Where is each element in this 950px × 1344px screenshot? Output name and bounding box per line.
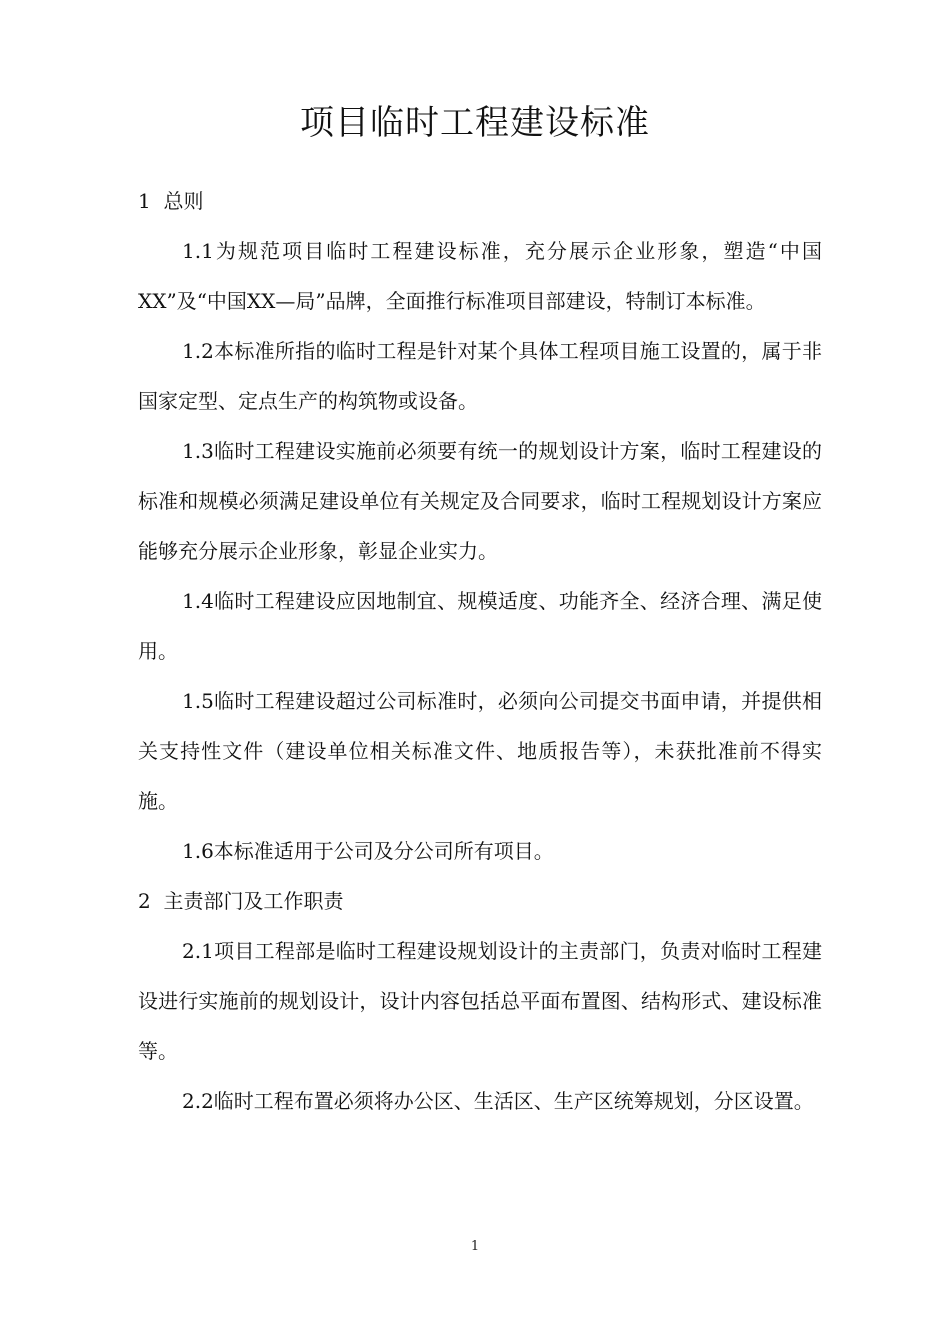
section-responsibilities <box>138 876 822 1126</box>
document-title: 项目临时工程建设标准 <box>300 103 650 143</box>
paragraph-1-4: 1.4临时工程建设应因地制宜、规模适度、功能齐全、经济合理、满足使用。 <box>138 589 822 663</box>
section-general <box>138 176 822 876</box>
paragraph-1-2: 1.2本标准所指的临时工程是针对某个具体工程项目施工设置的，属于非国家定型、定点生产的构筑物或设备。 <box>138 339 822 413</box>
paragraph-1-5: 1.5临时工程建设超过公司标准时，必须向公司提交书面申请，并提供相关支持性文件（建设单位相关标准文件、地质报告等），未获批准前不得实施。 <box>138 689 822 813</box>
paragraph-2-2: 2.2临时工程布置必须将办公区、生活区、生产区统筹规划，分区设置。 <box>182 1089 814 1113</box>
page-number: 1 <box>470 1239 480 1254</box>
paragraph-1-3: 1.3临时工程建设实施前必须要有统一的规划设计方案，临时工程建设的标准和规模必须满足建设单位有关规定及合同要求，临时工程规划设计方案应能够充分展示企业形象，彰显企业实力。 <box>138 439 822 563</box>
document-body <box>138 176 822 1126</box>
paragraph-1-1: 1.1为规范项目临时工程建设标准，充分展示企业形象，塑造“中国XX”及“中国XX—局”品牌，全面推行标准项目部建设，特制订本标准。 <box>138 239 822 313</box>
section-heading: 2 主责部门及工作职责 <box>138 889 344 913</box>
paragraph-1-6: 1.6本标准适用于公司及分公司所有项目。 <box>182 839 554 863</box>
section-heading: 1 总则 <box>138 189 204 213</box>
paragraph-2-1: 2.1项目工程部是临时工程建设规划设计的主责部门，负责对临时工程建设进行实施前的规划设计，设计内容包括总平面布置图、结构形式、建设标准等。 <box>138 939 822 1063</box>
